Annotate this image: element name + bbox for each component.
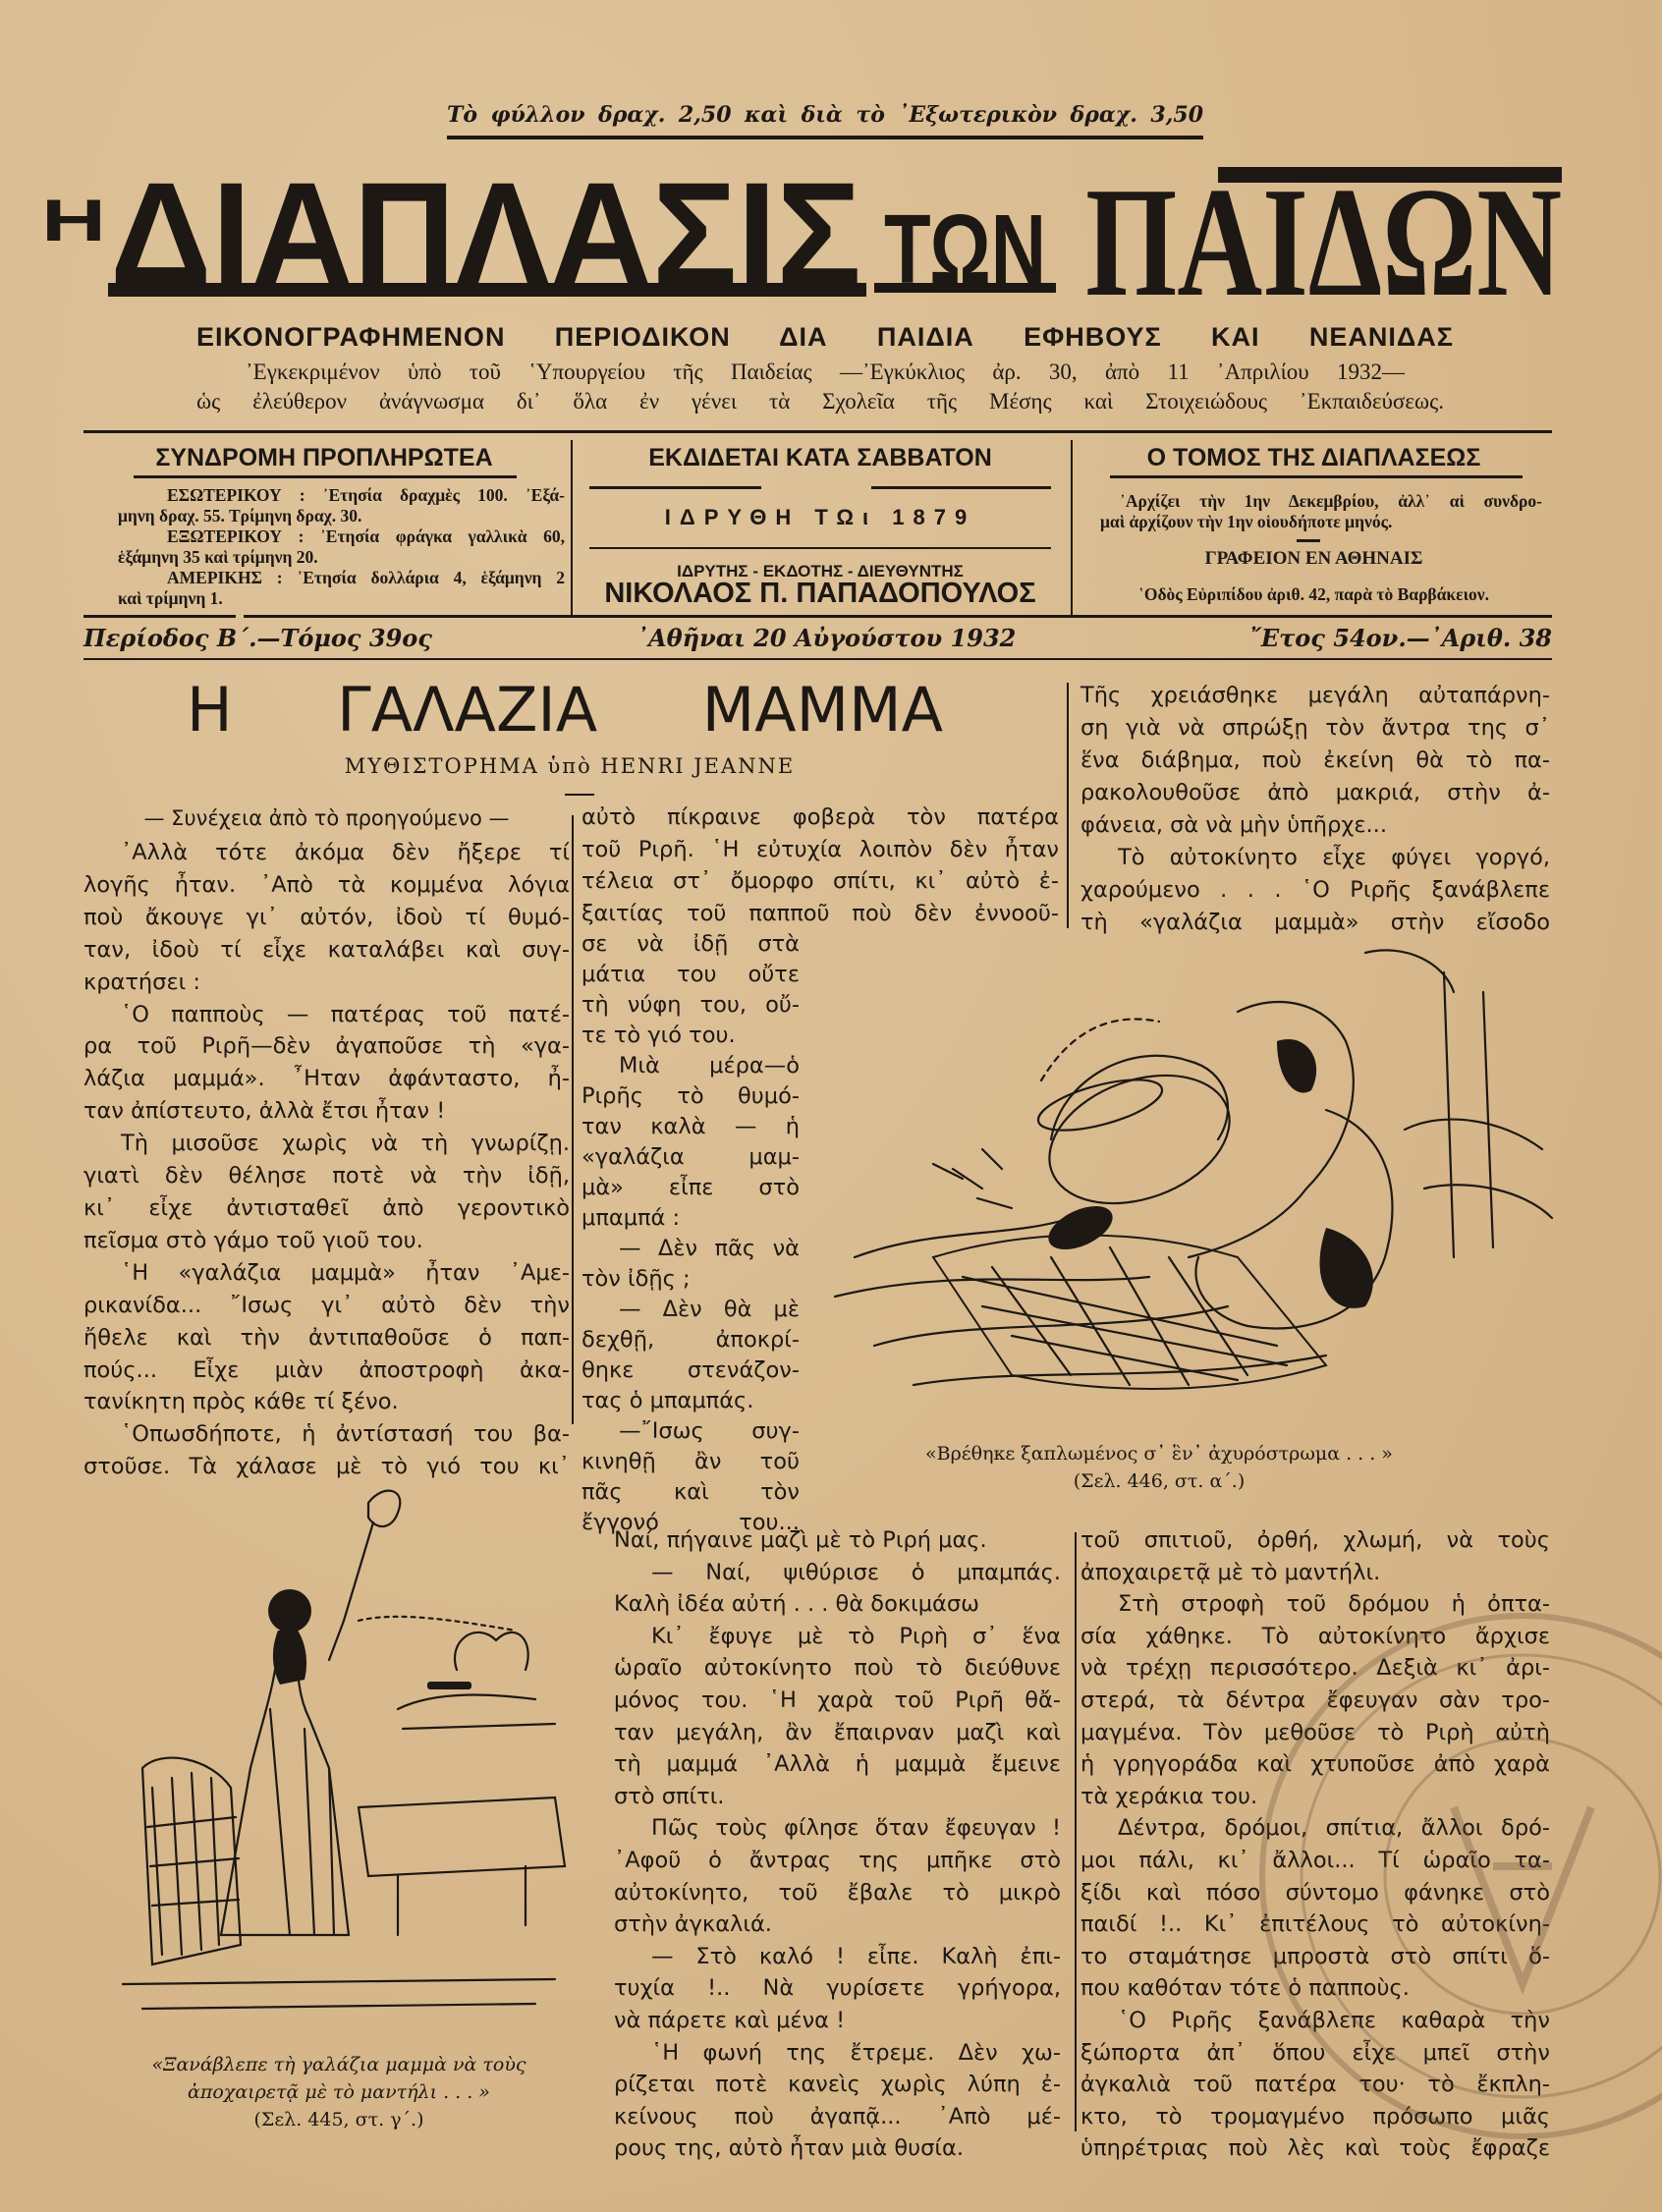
text-line: Ναί, πήγαινε μαζὶ μὲ τὸ Ριρή μας. — [614, 1527, 987, 1553]
text-line: τὴ μαμμά ᾿Αλλὰ ἡ μαμμὰ ἔμεινε — [614, 1751, 1061, 1778]
text-line: τὸν ἰδῇς ; — [582, 1266, 691, 1292]
illustration-farewell — [103, 1473, 575, 2048]
divider — [589, 486, 761, 489]
text-line: σία χάθηκε. Τὸ αὐτοκίνητο ἄρχισε — [1080, 1623, 1550, 1649]
price-line: Τὸ φύλλον δραχ. 2,50 καὶ διὰ τὸ ᾿Εξωτερικὸν δραχ. 3,50 — [447, 102, 1203, 128]
text-line: ὑπηρέτριας ποὺ λὲς καὶ τοὺς ἔφραζε — [1080, 2135, 1550, 2162]
text-line: τὴ νύφη του, οὔ- — [582, 992, 800, 1018]
text-line: ἤθελε καὶ τὴν ἀντιπαθοῦσε ὁ παπ- — [83, 1324, 570, 1351]
text-line: ποὺ ἄκουγε γι᾿ αὐτόν, ἰδοὺ τί θυμό- — [83, 904, 570, 930]
rate-line: καὶ τρίμηνη 1. — [118, 588, 223, 608]
text-line: πεῖσμα στὸ γάμο τοῦ γιοῦ του. — [83, 1227, 423, 1253]
text-line: —῎Ισως συγ- — [619, 1418, 800, 1444]
masthead-title-of: ΤΩΝ — [884, 194, 1046, 304]
text-line: ρίζεται ποτὲ κανεὶς χωρὶς λύπη ἐ- — [614, 2072, 1061, 2098]
text-line: ρακολουθοῦσε ἀπὸ μακριά, στὴν ἀ- — [1080, 780, 1550, 805]
caption-straw-bed: «Βρέθηκε ξαπλωμένος σ᾿ ἓν᾿ ἀχυρόστρωμα . . . » — [925, 1443, 1393, 1465]
text-line: Κι᾿ ἔφυγε μὲ τὸ Ριρὴ σ᾿ ἕνα — [651, 1623, 1061, 1649]
text-line: ρα τοῦ Ριρῆ—δὲν ἀγαποῦσε τὴ «γα- — [83, 1033, 570, 1060]
rate-line: μηνη δραχ. 55. Τρίμηνη δραχ. 30. — [118, 506, 362, 525]
masthead-article: Η — [41, 188, 106, 253]
masthead-title-children: ΠΑΙΔΩΝ — [1085, 154, 1562, 314]
text-line: Στὴ στροφὴ τοῦ δρόμου ἡ ὀπτα- — [1118, 1591, 1550, 1618]
text-line: ῾Οπωσδήποτε, ἡ ἀντίστασή του βα- — [121, 1421, 570, 1448]
text-line: ξίδι καὶ πόσο σύντομο φάνηκε στὸ — [1080, 1879, 1550, 1906]
office-address: ῾Οδὸς Εὐριπίδου ἀριθ. 42, παρὰ τὸ Βαρβάκειον. — [1138, 584, 1489, 604]
text-line: κείνους ποὺ ἀγαπᾷ... ᾿Απὸ μέ- — [614, 2103, 1061, 2129]
paragraph — [1080, 680, 1550, 842]
text-line: τας ὁ μπαμπάς. — [582, 1388, 754, 1413]
column-2-lower-text — [614, 1524, 1061, 2165]
volume-info — [1100, 491, 1542, 532]
publisher-heading: ΕΚΔΙΔΕΤΑΙ ΚΑΤΑ ΣΑΒΒΑΤΟΝ — [648, 444, 992, 471]
approval-line-1: ᾿Εγκεκριμένον ὑπὸ τοῦ ῾Υπουργείου τῆς Παιδείας —᾿Εγκύκλιος ἀρ. 30, ἀπὸ 11 ᾿Απριλίου 1932— — [246, 359, 1405, 384]
text-line: ἀποχαιρετᾷ μὲ τὸ μαντήλι. — [1080, 1559, 1381, 1585]
divider — [565, 794, 594, 796]
text-line: — Ναί, ψιθύρισε ὁ μπαμπάς. — [651, 1559, 1061, 1585]
text-line: τανίκητη πρὸς κάθε τί ξένο. — [83, 1389, 399, 1415]
paragraph — [614, 2037, 1061, 2165]
text-line: ᾿Αλλὰ τότε ἀκόμα δὲν ἤξερε τί — [121, 840, 570, 865]
rate-line: ΕΣΩΤΕΡΙΚΟΥ : ᾿Ετησία δραχμὲς 100. ᾿Εξά- — [167, 485, 565, 505]
text-line: ξαιτίας τοῦ παπποῦ ποὺ δὲν ἐννοοῦ- — [582, 900, 1059, 926]
text-line: «γαλάζια μαμ- — [582, 1144, 800, 1170]
rate-line: ΕΞΩΤΕΡΙΚΟΥ : ᾿Ετησία φράγκα γαλλικὰ 60, — [167, 526, 565, 546]
text-line: λογῆς ἦταν. ᾿Απὸ τὰ κομμένα λόγια — [83, 871, 570, 898]
divider — [83, 615, 236, 618]
text-line: ρους της, αὐτὸ ἦταν μιὰ θυσία. — [614, 2135, 964, 2162]
column-3-lower-text — [1080, 1524, 1550, 2165]
text-line: κινηθῇ ἂν τοῦ — [582, 1449, 800, 1474]
volume-heading: Ο ΤΟΜΟΣ ΤΗΣ ΔΙΑΠΛΑΣΕΩΣ — [1146, 444, 1481, 471]
text-line: δεχθῇ, ἀποκρί- — [582, 1327, 800, 1353]
text-line: Ριρῆς τὸ θυμό- — [582, 1083, 800, 1109]
paragraph — [83, 837, 570, 999]
text-line: μαγμένα. Τὸν μεθοῦσε τὸ Ριρὴ αὐτὴ — [1080, 1719, 1550, 1745]
divider — [871, 486, 1051, 489]
paragraph — [582, 802, 1059, 929]
paragraph — [614, 1557, 1061, 1621]
text-line: ἕνα διάβημα, ποὺ ἐκείνη θὰ τὸ πα- — [1080, 747, 1550, 773]
text-line: ἀγκαλιὰ τοῦ πατέρα του· τὸ ἔκπλη- — [1080, 2072, 1550, 2098]
caption-farewell-reference: (Σελ. 445, στ. γ΄.) — [253, 2109, 424, 2130]
text-line: τοῦ Ριρῆ. ῾Η εὐτυχία λοιπὸν δὲν ἦταν — [582, 836, 1059, 862]
approval-line-2: ὡς ἐλεύθερον ἀνάγνωσμα δι᾿ ὅλα ἐν γένει τὰ Σχολεῖα τῆς Μέσης καὶ Στοιχειώδους ᾿Εκπαιδεύσεως. — [196, 389, 1444, 414]
text-line: το σταμάτησε μπροστὰ στὸ σπίτι ὅ- — [1080, 1943, 1550, 1969]
text-line: ῾Ο παπποὺς — πατέρας τοῦ πατέ- — [121, 1001, 570, 1027]
divider — [589, 547, 1051, 549]
paragraph — [614, 1621, 1061, 1813]
caption-straw-bed-reference: (Σελ. 446, στ. α΄.) — [1073, 1470, 1246, 1492]
paragraph — [582, 929, 800, 1051]
text-line: στοῦσε. Τὰ χάλασε μὲ τὸ γιό του κι᾿ — [83, 1454, 570, 1480]
paragraph — [614, 1524, 1061, 1557]
paragraph — [83, 1128, 570, 1257]
text-line: ξώπορτα ἀπ᾿ ὅπου εἶχε μπεῖ στὴν — [1080, 2039, 1550, 2066]
paragraph — [582, 1234, 800, 1295]
issue-year-number: ῎Ετος 54ον.—᾿Αριθ. 38 — [1248, 624, 1552, 652]
issue-date: ᾿Αθῆναι 20 Αὐγούστου 1932 — [637, 624, 1017, 652]
text-line: αὐτοκίνητο, τοῦ ἔβαλε τὸ μικρὸ — [614, 1879, 1061, 1906]
text-line: ταν, ἰδοὺ τί εἶχε καταλάβει καὶ συγ- — [83, 936, 570, 963]
text-line: θηκε στενάζον- — [582, 1357, 800, 1383]
office-heading: ΓΡΑΦΕΙΟΝ ΕΝ ΑΘΗΝΑΙΣ — [1204, 548, 1423, 569]
text-line: Καλὴ ἰδέα αὐτή . . . θὰ δοκιμάσω — [614, 1591, 979, 1618]
subscription-heading: ΣΥΝΔΡΟΜΗ ΠΡΟΠΛΗΡΩΤΕΑ — [155, 444, 493, 471]
masthead-title-main: ΔΙΑΠΛΑΣΙΣ — [110, 151, 861, 314]
divider — [134, 475, 517, 478]
founded-year: ΙΔΡΥΘΗ ΤΩι 1879 — [664, 505, 976, 529]
subscription-rates — [118, 485, 565, 609]
text-line: μόνος του. ῾Η χαρὰ τοῦ Ριρῆ θἄ- — [614, 1687, 1061, 1713]
text-line: — Στὸ καλό ! εἶπε. Καλὴ ἐπι- — [651, 1943, 1061, 1969]
text-line: ση γιὰ νὰ σπρώξῃ τὸν ἄντρα της σ᾿ — [1080, 715, 1550, 741]
text-line: πᾶς καὶ τὸν — [582, 1479, 800, 1505]
text-line: κρατήσει : — [83, 968, 200, 995]
text-line: νὰ πάρετε καὶ μένα ! — [614, 2007, 846, 2033]
paragraph — [1080, 1524, 1550, 1588]
divider — [83, 658, 1552, 660]
text-line: στὸ σπίτι. — [614, 1783, 725, 1809]
text-line: γιατὶ δὲν θέλησε ποτὲ νὰ τὴν ἰδῇ, — [83, 1163, 570, 1189]
text-line: Δέντρα, δρόμοι, σπίτια, ἄλλοι δρό- — [1118, 1815, 1550, 1842]
text-line: παιδί !.. Κι᾿ ἐπιτέλους τὸ αὐτοκίνη- — [1080, 1911, 1550, 1938]
text-line: κι᾿ εἶχε ἀντισταθεῖ ἀπὸ γεροντικὸ — [83, 1194, 570, 1221]
text-line: Μιὰ μέρα—ὁ — [619, 1053, 800, 1078]
editor-roles: ΙΔΡΥΤΗΣ - ΕΚΔΟΤΗΣ - ΔΙΕΥΘΥΝΤΗΣ — [677, 562, 964, 581]
text-line: νὰ τρέχῃ περισσότερο. Δεξιὰ κι᾿ ἀρι- — [1080, 1655, 1550, 1682]
text-line: σε νὰ ἰδῇ στὰ — [582, 931, 800, 957]
paragraph — [1080, 1812, 1550, 2005]
text-line: τε τὸ γιό του. — [582, 1023, 736, 1048]
caption-farewell-line-1: «Ξανάβλεπε τὴ γαλάζια μαμμὰ νὰ τοὺς — [151, 2054, 526, 2075]
text-line: ρικανίδα... ῎Ισως γι᾿ αὐτὸ δὲν τὴν — [83, 1292, 570, 1318]
text-line: ἡ γρηγοράδα καὶ χτυποῦσε ἀπὸ χαρὰ — [1080, 1751, 1550, 1778]
paragraph — [582, 1295, 800, 1416]
caption-farewell-line-2: ἀποχαιρετᾷ μὲ τὸ μαντήλι . . . » — [188, 2081, 490, 2103]
text-line: ἔγγονό του... — [582, 1510, 800, 1535]
text-line: ταν μεγάλη, ἂν ἔπαιρναν μαζὶ καὶ — [614, 1719, 1061, 1745]
text-line: πούς... Εἶχε μιὰν ἀποστροφὴ ἀκα- — [83, 1356, 570, 1383]
text-line: τὴ «γαλάζια μαμμὰ» στὴν εἴσοδο — [1080, 910, 1550, 935]
divider — [1297, 539, 1320, 542]
column-rule — [1075, 1532, 1077, 2131]
issue-period: Περίοδος Β΄.—Τόμος 39ος — [83, 624, 432, 652]
text-line: ὡραῖο αὐτοκίνητο ποὺ τὸ διεύθυνε — [614, 1655, 1061, 1682]
text-line: αὐτὸ πίκραινε φοβερὰ τὸν πατέρα — [582, 804, 1059, 830]
column-rule — [1071, 440, 1073, 615]
divider — [447, 136, 1203, 139]
text-line: τοῦ σπιτιοῦ, ὀρθή, χλωμή, νὰ τοὺς — [1080, 1527, 1550, 1553]
text-line: τέλεια στ᾿ ὄμορφο σπίτι, κι᾿ αὐτὸ ἐ- — [582, 868, 1059, 894]
text-line: ῾Η φωνή της ἔτρεμε. Δὲν χω- — [651, 2039, 1061, 2066]
column-rule — [572, 815, 574, 1424]
text-line: Τὸ αὐτοκίνητο εἶχε φύγει γοργό, — [1118, 845, 1550, 870]
text-line: χαρούμενο . . . ῾Ο Ριρῆς ξανάβλεπε — [1080, 877, 1550, 903]
text-line: Πῶς τοὺς φίλησε ὅταν ἔφευγαν ! — [651, 1815, 1061, 1842]
paragraph — [83, 999, 570, 1129]
column-2-top-text — [582, 802, 1059, 929]
divider — [244, 615, 1552, 618]
volume-line: μαὶ ἀρχίζουν τὴν 1ην οἱουδήποτε μηνός. — [1100, 512, 1393, 531]
text-line: Τὴ μισοῦσε χωρὶς νὰ τὴ γνωρίζῃ. — [121, 1131, 570, 1157]
article-title: Η ΓΑΛΑΖΙΑ ΜΑΜΜΑ — [187, 674, 943, 746]
paragraph — [1080, 1588, 1550, 1812]
text-line: τὰ χεράκια του. — [1080, 1783, 1258, 1809]
paragraph — [582, 1051, 800, 1234]
text-line: που καθόταν τότε ὁ παπποὺς. — [1080, 1975, 1410, 2002]
text-line: φάνεια, σὰ νὰ μὴν ὑπῆρχε... — [1080, 812, 1387, 838]
text-line: Τῆς χρειάσθηκε μεγάλη αὐταπάρνη- — [1080, 683, 1550, 708]
paragraph — [614, 1812, 1061, 1940]
text-line: μὰ» εἶπε στὸ — [582, 1175, 800, 1200]
rate-line: ἑξάμηνη 35 καὶ τρίμηνη 20. — [118, 547, 318, 567]
divider — [1110, 475, 1523, 478]
text-line: μοι πάλι, κι᾿ ἄλλοι... Τί ὡραῖο τα- — [1080, 1847, 1550, 1873]
column-rule — [1067, 683, 1069, 928]
paragraph — [614, 1941, 1061, 2037]
text-line: μάτια του οὔτε — [582, 962, 800, 987]
text-line: ῾Ο Ριρῆς ξανάβλεπε καθαρὰ τὴν — [1118, 2007, 1550, 2033]
paragraph — [1080, 2005, 1550, 2165]
masthead-logo — [0, 147, 1662, 314]
text-line: ταν καλὰ — ἡ — [582, 1114, 800, 1139]
text-line: τυχία !.. Νὰ γυρίσετε γρήγορα, — [614, 1975, 1061, 2002]
text-line: λάζια μαμμά». ῏Ηταν ἀφάνταστο, ἦ- — [83, 1066, 570, 1092]
rate-line: ΑΜΕΡΙΚΗΣ : ᾿Ετησία δολλάρια 4, ἑξάμηνη 2 — [167, 568, 565, 587]
paragraph — [582, 1416, 800, 1538]
volume-line: ᾿Αρχίζει τὴν 1ην Δεκεμβρίου, ἀλλ᾿ αἱ συνδρο- — [1120, 491, 1542, 511]
editor-name: ΝΙΚΟΛΑΟΣ Π. ΠΑΠΑΔΟΠΟΥΛΟΣ — [604, 578, 1036, 609]
column-2-narrow-text — [582, 929, 800, 1538]
column-1-text — [83, 837, 570, 1483]
text-line: στὴν ἀγκαλιά. — [614, 1911, 772, 1938]
continued-note: — Συνέχεια ἀπὸ τὸ προηγούμενο — — [143, 806, 510, 830]
paragraph — [1080, 842, 1550, 939]
paragraph — [83, 1257, 570, 1419]
text-line: στερά, τὰ δέντρα ἔφευγαν σὰν τρο- — [1080, 1687, 1550, 1713]
text-line: μπαμπά : — [582, 1205, 681, 1231]
column-3-top-text — [1080, 680, 1550, 939]
text-line: κτο, τὸ τρομαγμένο πρόσωπο μιᾶς — [1080, 2103, 1550, 2129]
text-line: ταν ἀπίστευτο, ἀλλὰ ἔτσι ἦταν ! — [83, 1098, 446, 1125]
text-line: ῾Η «γαλάζια μαμμὰ» ἦταν ᾿Αμε- — [121, 1259, 570, 1286]
masthead-subtitle: ΕΙΚΟΝΟΓΡΑΦΗΜΕΝΟΝ ΠΕΡΙΟΔΙΚΟΝ ΔΙΑ ΠΑΙΔΙΑ ΕΦΗΒΟΥΣ ΚΑΙ ΝΕΑΝΙΔΑΣ — [196, 322, 1454, 352]
article-byline: ΜΥΘΙΣΤΟΡΗΜΑ ὑπὸ HENRI JEANNE — [344, 754, 796, 778]
illustration-straw-bed — [815, 933, 1562, 1434]
text-line: — Δὲν πᾶς νὰ — [619, 1236, 800, 1261]
text-line: — Δὲν θὰ μὲ — [619, 1297, 800, 1322]
column-rule — [571, 440, 573, 615]
text-line: ᾿Αφοῦ ὁ ἄντρας της μπῆκε στὸ — [614, 1847, 1061, 1873]
divider — [83, 430, 1552, 433]
